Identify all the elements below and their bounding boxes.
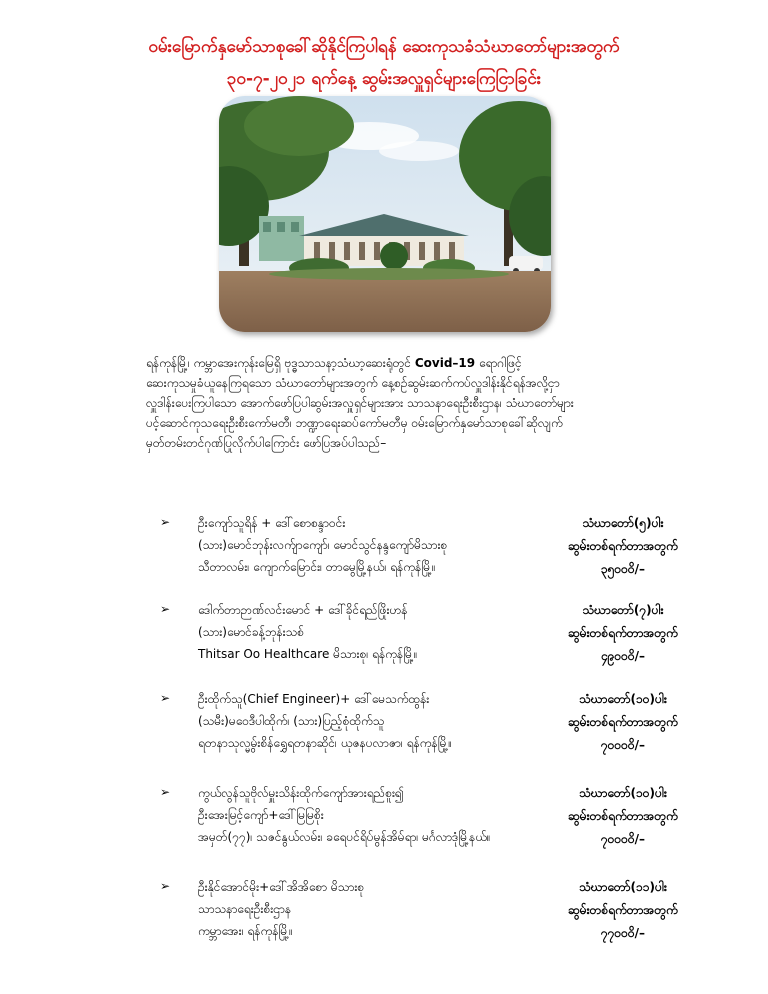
document-title-line-1: ဝမ်းမြောက်နှမော်သာစုခေါ်ဆိုနိုင်ကြပါရန် ဆေးကုသခံသံဃာတော်များအတွက်	[148, 37, 620, 57]
donor-line: သီတာလမ်း၊ ကျောက်မြောင်း၊ တာမွေမြို့နယ်၊ ရန်ကုန်မြို့။	[198, 560, 436, 574]
donor-details	[198, 599, 558, 665]
covid-label: Covid–19	[414, 356, 476, 370]
monk-count: သံဃာတော်(၁၀)ပါး	[579, 692, 667, 706]
donor-entry	[0, 688, 768, 774]
donor-line: ဦးကျော်သူရိန် + ဒေါ်စောစန္ဒာဝင်း	[198, 516, 346, 530]
donor-line: Thitsar Oo Healthcare မိသားစု၊ ရန်ကုန်မြို့။	[198, 647, 418, 661]
donation-amount: ၇၀၀၀၀ိ/–	[600, 832, 646, 846]
donor-entry	[0, 876, 768, 962]
donor-entry	[0, 512, 768, 598]
donation-label: ဆွမ်းတစ်ရက်တာအတွက်	[568, 539, 678, 553]
monk-count: သံဃာတော်(၁၁)ပါး	[579, 880, 667, 894]
intro-line: မှတ်တမ်းတင်ဂုဏ်ပြုလိုက်ပါကြောင်း ဖော်ပြအပ်ပါသည်–	[146, 436, 387, 450]
document-title-line-2: ၃၀-၇-၂၀၂၁ ရက်နေ့ ဆွမ်းအလှူရှင်များကြေငြာခြင်း	[226, 69, 542, 89]
donation-amount: ၃၅၀၀၀ိ/–	[600, 562, 646, 576]
donor-line: ရတနာသုလ္မွမ်းစိန်ရွှေရတနာဆိုင်၊ ယုဇနပလာဇာ၊ ရန်ကုန်မြို့။	[198, 736, 452, 750]
intro-line: ပင့်ဆောင်ကုသရေးဦးစီးကော်မတီ၊ ဘဏ္ဍာရေးဆပ်ကော်မတီမှ ဝမ်းမြောက်နှမော်သာစုခေါ်ဆိုလျက်	[146, 416, 563, 430]
arrow-bullet-icon: ➢	[160, 879, 171, 893]
donor-entry	[0, 782, 768, 868]
donor-line: ကမ္ဘာအေး၊ ရန်ကုန်မြို့။	[198, 924, 293, 938]
donation-label: ဆွမ်းတစ်ရက်တာအတွက်	[568, 809, 678, 823]
arrow-bullet-icon: ➢	[160, 691, 171, 705]
hospital-building-photo	[219, 96, 551, 332]
donor-line: ဦးနိုင်အောင်မိုး+ဒေါ်အိအိစော မိသားစု	[198, 880, 365, 894]
donor-details	[198, 512, 558, 578]
donor-details	[198, 782, 558, 848]
donor-line: ကွယ်လွန်သူဗိုလ်မှူးသိန်းထိုက်ကျော်အားရည်စူး၍	[198, 786, 405, 800]
donation-summary	[548, 512, 698, 581]
donor-entry	[0, 599, 768, 685]
donation-amount: ၇၇၀၀၀ိ/–	[600, 926, 646, 940]
arrow-bullet-icon: ➢	[160, 515, 171, 529]
donor-details	[198, 688, 558, 754]
donor-line: ဒေါက်တာဉာဏ်လင်းမောင် + ဒေါ်ခိုင်ရည်ဖြိုးဟန်	[198, 603, 408, 617]
arrow-bullet-icon: ➢	[160, 602, 171, 616]
donor-line: (သား)မောင်ဘုန်းလက်ျာကျော်၊ မောင်သွင်နန္ဒကျော်မိသားစု	[198, 538, 448, 552]
intro-paragraph	[146, 353, 676, 453]
donation-label: ဆွမ်းတစ်ရက်တာအတွက်	[568, 903, 678, 917]
donor-line: အမှတ်(၇၇)၊ သဇင်နွယ်လမ်း၊ ခရေပင်ရိပ်မွန်အိမ်ရာ၊ မင်္ဂလာဒုံမြို့နယ်။	[198, 830, 491, 844]
donation-amount: ၇၀၀၀၀ိ/–	[600, 738, 646, 752]
donation-summary	[548, 782, 698, 851]
intro-text-cont: ရောဂါဖြင့်	[478, 356, 522, 370]
donor-line: (သား)မောင်ခန့်ဘုန်းသစ်	[198, 625, 305, 639]
monk-count: သံဃာတော်(၅)ပါး	[582, 516, 664, 530]
donation-label: ဆွမ်းတစ်ရက်တာအတွက်	[568, 626, 678, 640]
donation-summary	[548, 688, 698, 757]
arrow-bullet-icon: ➢	[160, 785, 171, 799]
monk-count: သံဃာတော်(၁၀)ပါး	[579, 786, 667, 800]
donor-line: (သမီး)မဝေဒီပါထိုက်၊ (သား)ပြည့်စုံထိုက်သူ	[198, 714, 385, 728]
donor-line: ဦးအေးမြင့်ကျော်+ဒေါ်မြမြစိုး	[198, 808, 324, 822]
donation-summary	[548, 876, 698, 945]
donor-line: သာသနာရေးဦးစီးဌာန	[198, 902, 292, 916]
donation-amount: ၄၉၀၀၀ိ/–	[600, 649, 646, 663]
monk-count: သံဃာတော်(၇)ပါး	[582, 603, 664, 617]
donation-label: ဆွမ်းတစ်ရက်တာအတွက်	[568, 715, 678, 729]
donation-summary	[548, 599, 698, 668]
donor-line: ဦးထိုက်သူ(Chief Engineer)+ ဒေါ်မေသက်ထွန်း	[198, 692, 430, 706]
intro-line: လှူဒါန်းပေးကြပါသော အောက်ဖော်ပြပါဆွမ်းအလှူရှင်များအား သာသနာရေးဦးစီးဌာန၊ သံဃာတော်များ	[146, 396, 574, 410]
intro-text-start: ရန်ကုန်မြို့၊ ကမ္ဘာအေးကုန်းမြေရှိ ဗုဒ္ဓသာသနာ့သံဃာ့ဆေးရုံတွင်	[146, 356, 412, 370]
donor-details	[198, 876, 558, 942]
intro-line: ဆေးကုသမှုခံယူနေကြရသော သံဃာတော်များအတွက် နေ့စဉ်ဆွမ်းဆက်ကပ်လှူဒါန်းနိုင်ရန်အလို့ငှာ	[146, 376, 560, 390]
